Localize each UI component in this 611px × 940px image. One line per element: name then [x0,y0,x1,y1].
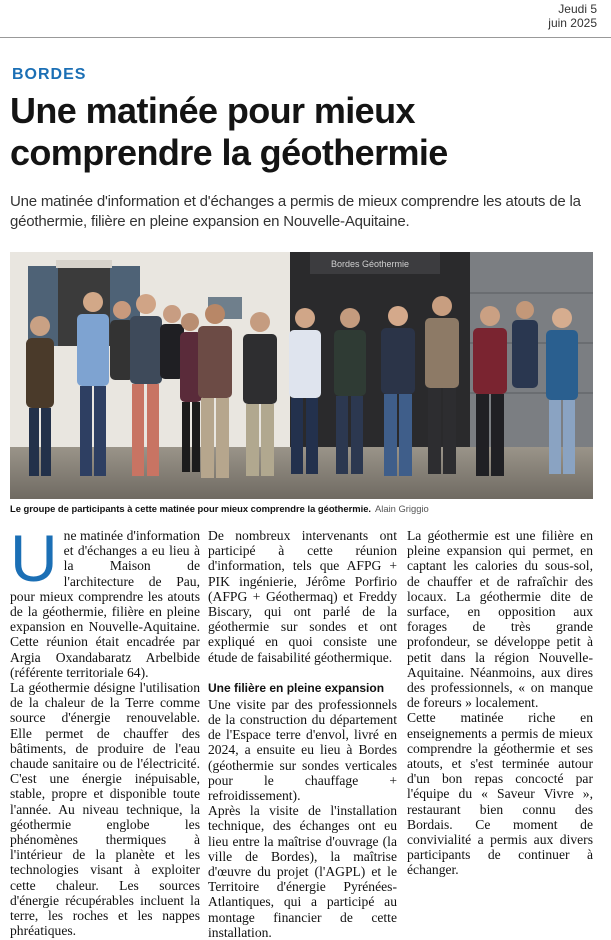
article-subheading: Une filière en pleine expansion [208,680,385,695]
article-paragraph: La géothermie désigne l'utilisation de la chaleur de la Terre comme source d'énergie renouvelable. Elle permet de chauffer des bâtiments, de produire de l'eau chaude sanitaire ou de l'électricité. C'est une énergie inépuisable, stable, propre et disponible toute l'année. Au niveau technique, la géothermie englobe les phénomènes thermiques à l'intérieur de la planète et les technologies visant à exploiter cette chaleur. Les sources d'énergie récupérables incluent la terre, les roches et les nappes phréatiques. [10,680,200,939]
article-column-1 [10,521,200,939]
article-paragraph: La géothermie est une filière en pleine expansion qui permet, en captant les calories du sous-sol, de chauffer et de rafraîchir des locaux. La géothermie dite de surface, en opposition aux forages de très grande profondeur, se développe petit à petit dans la région Nouvelle-Aquitaine. Néanmoins, aux dires des professionnels, « on manque de foreurs » localement. [407,528,593,711]
article-column-2 [208,528,397,940]
photo-credit: Alain Griggio [375,503,429,514]
caption-text: Le groupe de participants à cette matinée pour mieux comprendre la géothermie. [10,503,372,514]
headline: Une matinée pour mieux comprendre la géothermie [10,90,448,173]
article-column-3 [407,528,593,878]
section-kicker: BORDES [12,66,87,83]
article-paragraph: Une matinée d'information et d'échanges a eu lieu à la Maison de l'architecture de Pau, pour mieux comprendre les atouts de la géothermie, filière en pleine expansion en Nouvelle-Aquitaine. Cette réunion était encadrée par Argia Oxandabaratz Arbelbide (référente territoriale 64). [10,521,200,680]
group-photo [10,252,593,499]
date-weekday: Jeudi 5 [558,2,597,16]
date-month-year: juin 2025 [548,16,597,30]
building-sign: Bordes Géothermie [330,259,410,269]
article-paragraph: Après la visite de l'installation technique, des échanges ont eu lieu entre la maîtrise d'ouvrage (la ville de Bordes), la maîtrise d'œuvre du projet (l'AGPL) et le Territoire d'énergie Pyrénées-Atlantiques, qui a participé au montage financier de cette installation. [208,803,397,940]
article-paragraph: Une visite par des professionnels de la construction du département de l'Espace terre d'envol, livré en 2024, a ensuite eu lieu à Bordes (géothermie sur sondes verticales pour le chauffage + refroidissement). [208,696,397,804]
drop-cap: U [10,521,58,595]
publication-date [548,2,597,30]
photo-caption [10,503,600,514]
article-paragraph: Cette matinée riche en enseignements a permis de mieux comprendre la géothermie et ses atouts, et s'est terminée autour d'un bon repas concocté par l'équipe du « Saveur Vivre », restaurant bien connu des Bordais. Ce moment de convivialité a permis aux divers participants de continuer à échanger. [407,710,593,878]
lead-paragraph: Une matinée d'information et d'échanges a permis de mieux comprendre les atouts de la géothermie, filière en pleine expansion en Nouvelle-Aquitaine. [10,193,581,230]
article-paragraph: De nombreux intervenants ont participé à cette réunion d'information, tels que AFPG + PIK ingénierie, Jérôme Porfirio (AFPG + Géothermaq) et Freddy Biscary, qui ont parlé de la géothermie sur sondes et ont expliqué en quoi consiste une étude de faisabilité géothermique. [208,528,397,665]
header-rule [0,37,611,38]
